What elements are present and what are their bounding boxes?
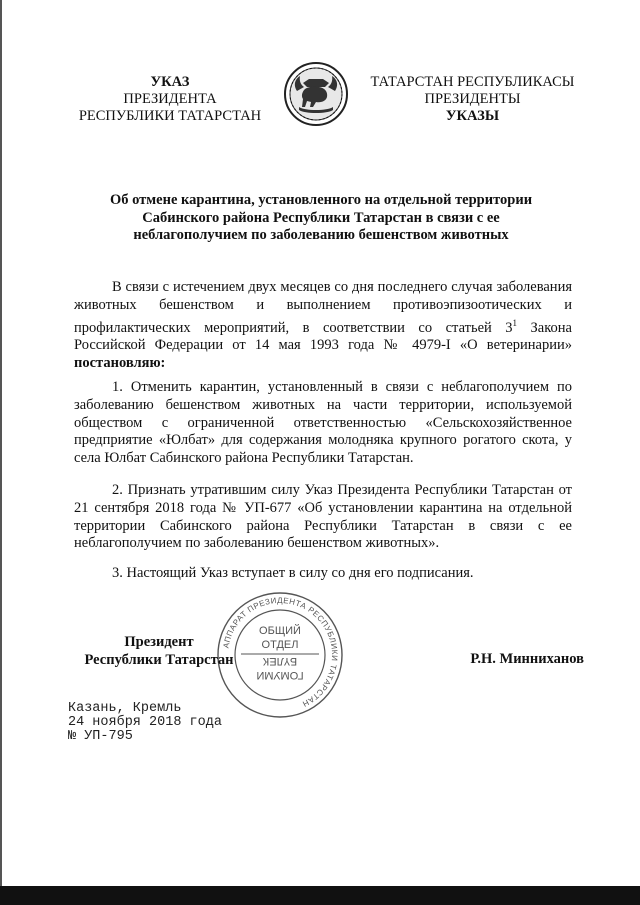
signatory-name: Р.Н. Минниханов (470, 651, 584, 667)
stamp-line-1: ОБЩИЙ (259, 625, 301, 637)
header-right-line-3: УКАЗЫ (445, 108, 500, 124)
item-3-paragraph (74, 565, 572, 583)
scan-left-edge (0, 0, 2, 905)
item-2-paragraph (74, 482, 572, 553)
issue-date: 24 ноября 2018 года (68, 715, 222, 730)
signatory-position-line-1: Президент (124, 634, 194, 650)
item-1-paragraph (74, 379, 572, 468)
preamble-paragraph (74, 279, 572, 373)
preamble-text-2: Закона Российской Федерации от 14 мая 1993 года № 4979-I «О ветеринарии» (74, 319, 572, 354)
header-left-line-3: РЕСПУБЛИКИ ТАТАРСТАН (78, 108, 262, 124)
header-right-tatar (365, 74, 580, 125)
header-right-line-2: ПРЕЗИДЕНТЫ (424, 91, 521, 107)
issue-number: № УП-795 (68, 729, 133, 744)
issue-details (68, 702, 222, 744)
header-right-line-1: ТАТАРСТАН РЕСПУБЛИКАСЫ (370, 74, 575, 90)
signatory-position-line-2: Республики Татарстан (84, 652, 234, 668)
tatarstan-emblem-icon (283, 61, 349, 127)
item-1-text: 1. Отменить карантин, установленный в связи с неблагополучием по заболеванию бешенством животных на части территории, используемой обществом с ограниченной ответственностью «Сельскохозяйственное предприятие «Юлбат» для содержания молодняка крупного рогатого скота, у села Юлбат Сабинского района Республики Татарстан. (74, 379, 572, 467)
header-left-line-1: УКАЗ (150, 74, 190, 90)
stamp-line-3: БҮЛЕК (262, 655, 298, 667)
preamble-text: В связи с истечением двух месяцев со дня последнего случая заболевания животных бешенством и выполнением противоэпизоотических и профилактических мероприятий, в соответствии со статьей 3 (74, 279, 572, 336)
stamp-line-2: ОТДЕЛ (261, 639, 299, 651)
stamp-line-4: ГОМУМИ (256, 669, 304, 681)
scan-bottom-bar (0, 886, 640, 905)
stamp-ring-text: АППАРАТ ПРЕЗИДЕНТА РЕСПУБЛИКИ ТАТАРСТАН (221, 595, 340, 709)
decree-title: Об отмене карантина, установленного на отдельной территории Сабинского района Республики Татарстан в связи с ее неблагополучием по заболеванию бешенством животных (109, 192, 533, 243)
signatory-position (74, 633, 244, 669)
header-left-russian (70, 74, 270, 125)
preamble-resolve: постановляю: (74, 355, 166, 372)
issue-place: Казань, Кремль (68, 701, 182, 716)
header-left-line-2: ПРЕЗИДЕНТА (123, 91, 217, 107)
item-2-text: 2. Признать утратившим силу Указ Президента Республики Татарстан от 21 сентября 2018 года № УП-677 «Об установлении карантина на отдельной территории Сабинского района Республики Татарстан в связи с ее неблагополучием по заболеванию бешенством животных». (74, 482, 572, 552)
article-superscript: 1 (512, 317, 518, 328)
item-3-text: 3. Настоящий Указ вступает в силу со дня его подписания. (112, 565, 474, 581)
